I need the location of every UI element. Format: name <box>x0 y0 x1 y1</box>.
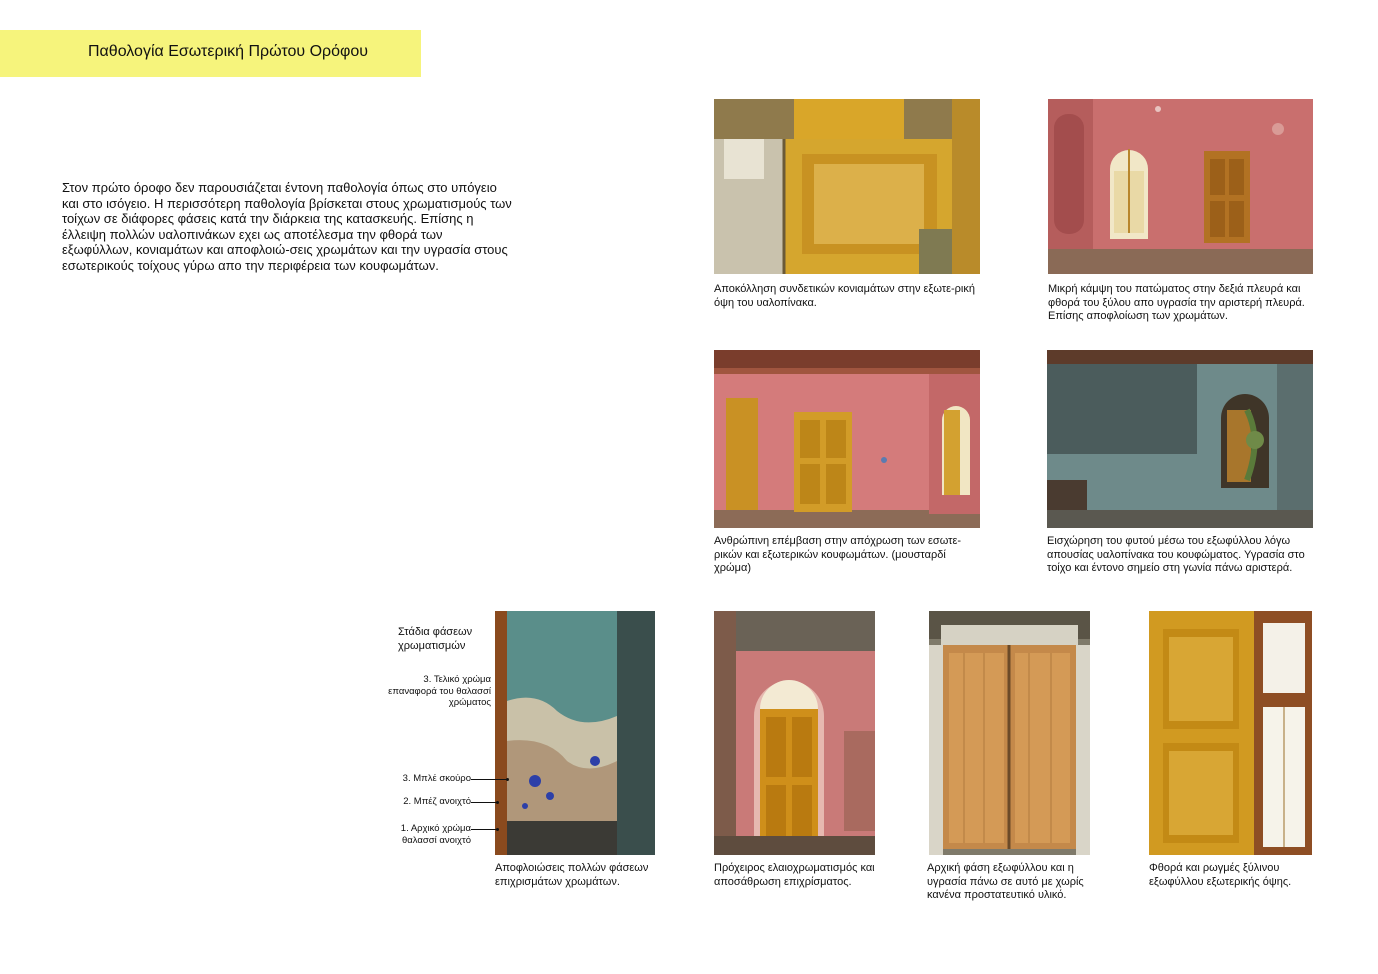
stage-label-dark-blue: 3. Μπλέ σκούρο <box>402 773 471 784</box>
stages-title: Στάδια φάσεων χρωματισμών <box>398 626 473 652</box>
stage-pointer-initial <box>471 829 497 830</box>
photo-teal-room-plant <box>1047 350 1313 528</box>
caption-photo-1: Αποκόλληση συνδετικών κονιαμάτων στην εξωτε-ρική όψη του υαλοπίνακα. <box>714 283 975 309</box>
caption-photo-2: Μικρή κάμψη του πατώματος στην δεξιά πλευρά και φθορά του ξύλου απο υγρασία την αριστερή πλευρά. Επίσης αποφλοίωση των χρωμάτων. <box>1048 283 1305 323</box>
photo-paint-layers <box>495 611 655 855</box>
caption-photo-7: Αρχική φάση εξωφύλλου και η υγρασία πάνω σε αυτό με χωρίς κανένα προστατευτικό υλικό. <box>927 862 1084 902</box>
caption-photo-3: Ανθρώπινη επέμβαση στην απόχρωση των εσωτε-ρικών και εξωτερικών κουφωμάτων. (μουσταρδί χρώμα) <box>714 535 962 575</box>
intro-paragraph: Στον πρώτο όροφο δεν παρουσιάζεται έντονη παθολογία όπως στο υπόγειο και στο ισόγειο. Η περισσότερη παθολογία βρίσκεται στους χρωματισμούς των τοίχων σε διάφορες φάσεις κατά την διάρκεια της κατασκευής. Επίσης η έλλειψη πολλών υαλοπινάκων εχει ως αποτέλεσμα την φθορά των εξωφύλλων, κονιαμάτων και αποφλοιώ-σεις χρωμάτων και την υγρασία στους εσωτερικούς τοίχους γύρω απο την περιφέρεια των κουφωμάτων. <box>62 180 512 273</box>
page-title-bar <box>0 30 421 77</box>
stage-dot-initial <box>496 828 499 831</box>
photo-yellow-shutter-window <box>1149 611 1312 855</box>
caption-photo-8: Φθορά και ρωγμές ξύλινου εξωφύλλου εξωτερικής όψης. <box>1149 862 1292 888</box>
stage-label-final-color: 3. Τελικό χρώμα επαναφορά του θαλασσί χρώματος <box>388 674 491 708</box>
photo-shutter-peeling <box>714 99 980 274</box>
caption-photo-6: Πρόχειρος ελαιοχρωματισμός και αποσάθρωση επιχρίσματος. <box>714 862 875 888</box>
photo-pink-room-mustard-doors <box>714 350 980 528</box>
stage-pointer-dark-blue <box>471 779 507 780</box>
page-title: Παθολογία Εσωτερική Πρώτου Ορόφου <box>88 43 369 60</box>
caption-photo-5: Αποφλοιώσεις πολλών φάσεων επιχρισμάτων χρωμάτων. <box>495 862 649 888</box>
stage-pointer-beige <box>471 802 497 803</box>
photo-pink-room-window <box>1048 99 1313 274</box>
stage-label-beige: 2. Μπέζ ανοιχτό <box>403 796 471 807</box>
stage-dot-beige <box>496 801 499 804</box>
photo-wooden-shutter <box>929 611 1090 855</box>
stage-dot-dark-blue <box>506 778 509 781</box>
stage-label-initial-color: 1. Αρχικό χρώμα θαλασσί ανοιχτό <box>400 823 471 846</box>
photo-arched-doorway <box>714 611 875 855</box>
caption-photo-4: Εισχώρηση του φυτού μέσω του εξωφύλλου λόγω απουσίας υαλοπίνακα του κουφώματος. Υγρασία στο τοίχο και έντονο σημείο στη γωνία πάνω αριστερά. <box>1047 535 1305 575</box>
